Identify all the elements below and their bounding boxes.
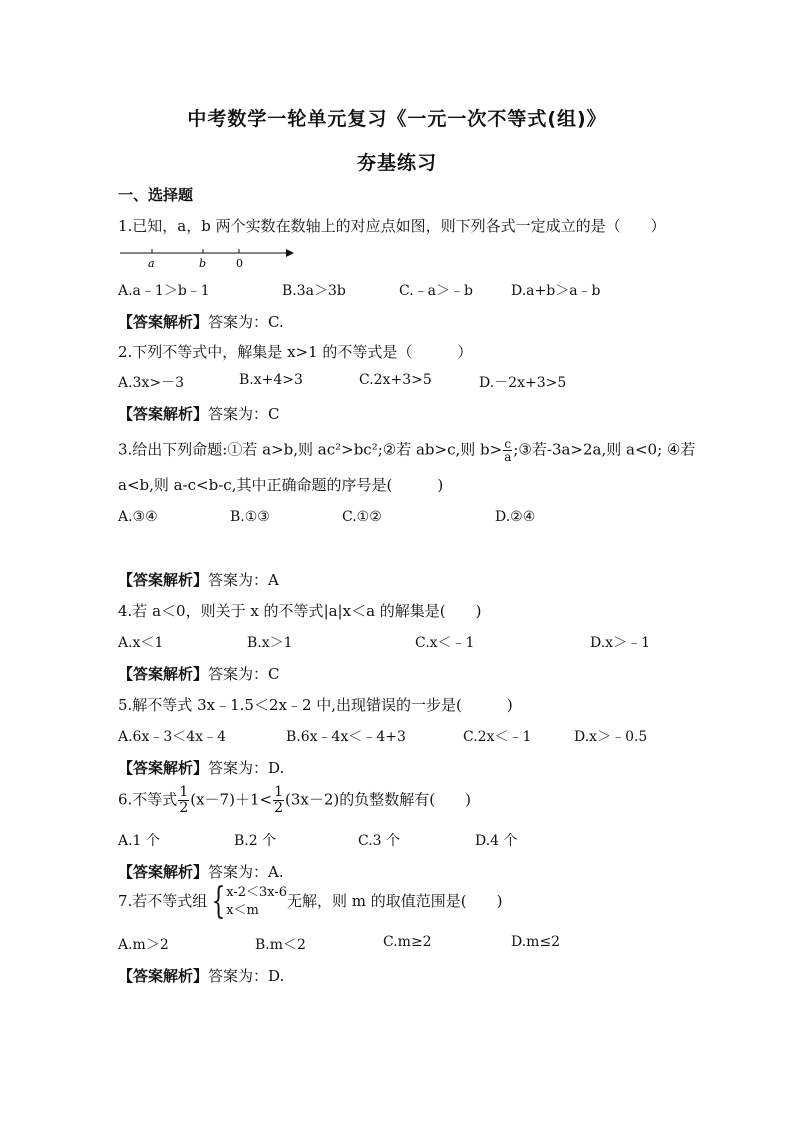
answer-label: 【答案解析】 [118, 967, 209, 985]
option[interactable]: B.m＜2 [255, 937, 306, 953]
option[interactable]: B.3a＞3b [282, 283, 346, 299]
system-brace: { [211, 881, 226, 922]
question-1: 1.已知，a，b 两个实数在数轴上的对应点如图，则下列各式一定成立的是（ ） [118, 217, 666, 235]
option[interactable]: C.2x+3>5 [359, 372, 432, 388]
answer-7 [118, 965, 284, 986]
answer-label: 【答案解析】 [118, 863, 209, 881]
answer-text: 答案为：C [208, 665, 280, 683]
option[interactable]: A.③④ [118, 509, 158, 525]
question-2: 2.下列不等式中，解集是 x>1 的不等式是（ ） [118, 343, 473, 361]
option[interactable]: D.m≤2 [511, 934, 561, 950]
option[interactable]: A.3x>－3 [118, 375, 185, 391]
option[interactable]: A.x＜1 [118, 635, 164, 651]
answer-5 [118, 757, 284, 778]
answer-6 [118, 861, 284, 882]
option[interactable]: D.x＞﹣0.5 [574, 729, 648, 745]
axis-label-a: a [148, 257, 155, 270]
options-6 [118, 830, 718, 850]
option[interactable]: C.x＜﹣1 [415, 635, 475, 651]
options-2 [118, 372, 718, 392]
section-heading: 一、选择题 [118, 186, 194, 204]
options-3 [118, 509, 718, 529]
option[interactable]: A.1 个 [118, 833, 160, 849]
question-3-line-2: a<b,则 a-c<b-c,其中正确命题的序号是( ) [118, 476, 444, 494]
axis-label-0: 0 [236, 257, 243, 270]
document-subtitle: 夯基练习 [356, 152, 437, 174]
options-1 [118, 280, 718, 300]
option[interactable]: B.2 个 [234, 833, 277, 849]
document-title: 中考数学一轮单元复习《一元一次不等式(组)》 [187, 108, 607, 130]
answer-label: 【答案解析】 [118, 759, 209, 777]
fraction-one-half: $\frac{1}{2}$ [274, 784, 283, 816]
number-line [118, 243, 298, 271]
fraction-c-over-a: $\frac{c}{a}$ [504, 437, 512, 464]
answer-label: 【答案解析】 [118, 571, 209, 589]
option[interactable]: A.a﹣1＞b﹣1 [118, 283, 210, 299]
answer-text: 答案为：D. [208, 759, 285, 777]
answer-label: 【答案解析】 [118, 665, 209, 683]
answer-text: 答案为：A. [208, 863, 284, 881]
option[interactable]: D.a+b＞a﹣b [511, 283, 601, 299]
option[interactable]: B.x+4>3 [239, 372, 303, 388]
option[interactable]: D.②④ [495, 509, 536, 525]
number-line-arrow [286, 249, 294, 257]
option[interactable]: A.m＞2 [118, 937, 169, 953]
answer-4 [118, 663, 280, 684]
answer-text: 答案为：C. [208, 313, 284, 331]
question-4: 4.若 a＜0，则关于 x 的不等式|a|x＜a 的解集是( ) [118, 602, 482, 620]
answer-text: 答案为：A [208, 571, 279, 589]
inequality-system: x-2＜3x-6 x＜m [226, 885, 288, 918]
answer-label: 【答案解析】 [118, 313, 209, 331]
option[interactable]: C.3 个 [358, 833, 401, 849]
option[interactable]: A.6x﹣3＜4x﹣4 [118, 729, 226, 745]
options-4 [118, 632, 718, 652]
options-7 [118, 934, 718, 954]
option[interactable]: D.x＞﹣1 [590, 635, 650, 651]
answer-text: 答案为：C [208, 405, 280, 423]
options-5 [118, 726, 718, 746]
question-5: 5.解不等式 3x﹣1.5＜2x﹣2 中,出现错误的一步是( ) [118, 696, 513, 714]
option[interactable]: B.x＞1 [247, 635, 293, 651]
answer-1 [118, 311, 284, 332]
option[interactable]: C.m≥2 [383, 934, 432, 950]
option[interactable]: D.4 个 [475, 833, 518, 849]
question-6: 6.不等式 $\frac{1}{2}$ (x－7)＋1< $\frac{1}{2}$ (3x－2)的负整数解有( ) [118, 784, 471, 816]
question-7: 7.若不等式组 { x-2＜3x-6 x＜m 无解，则 m 的取值范围是( ) [118, 881, 503, 922]
option[interactable]: C.①② [342, 509, 382, 525]
fraction-one-half: $\frac{1}{2}$ [179, 784, 189, 816]
answer-3 [118, 569, 279, 590]
answer-text: 答案为：D. [208, 967, 285, 985]
answer-label: 【答案解析】 [118, 405, 209, 423]
option[interactable]: B.①③ [230, 509, 270, 525]
option[interactable]: B.6x﹣4x＜﹣4+3 [286, 729, 406, 745]
answer-2 [118, 403, 280, 424]
axis-label-b: b [199, 257, 207, 270]
option[interactable]: C.2x＜﹣1 [463, 729, 532, 745]
option[interactable]: D.－2x+3>5 [479, 375, 567, 391]
option[interactable]: C.﹣a＞﹣b [399, 283, 473, 299]
question-3-line-1: 3.给出下列命题:①若 a>b,则 ac²>bc²;②若 ab>c,则 b> $\frac{c}{a}$ ;③若-3a>2a,则 a<0; ④若 [118, 437, 696, 464]
